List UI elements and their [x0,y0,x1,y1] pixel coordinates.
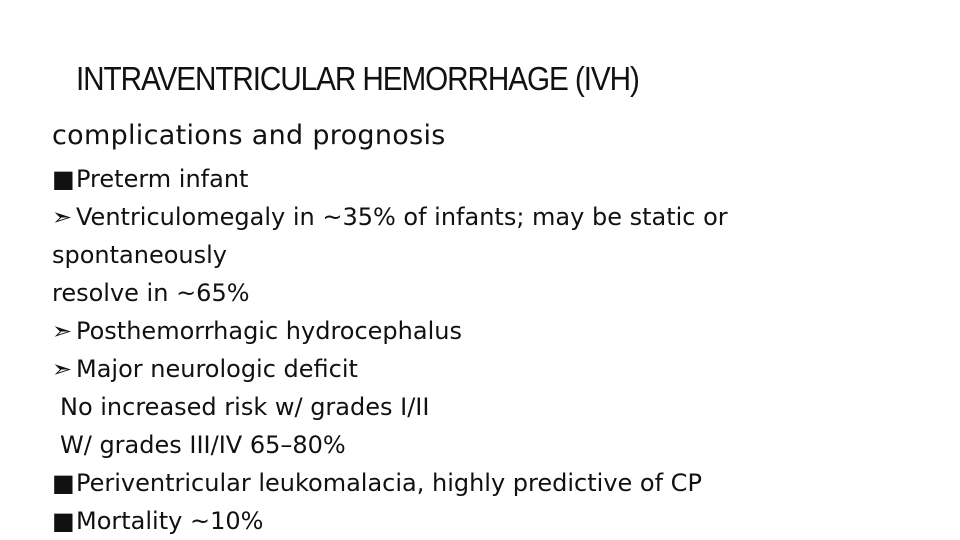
list-item [52,502,912,540]
arrow-bullet-icon: ➣ [52,317,73,345]
list-item-text: Posthemorrhagic hydrocephalus [76,317,462,345]
list-item-continuation [52,236,912,274]
slide-subtitle: complications and prognosis [52,120,446,151]
square-bullet-icon: ■ [52,469,75,497]
list-item [52,464,912,502]
arrow-bullet-icon: ➣ [52,203,73,231]
list-subitem [52,388,912,426]
list-item-text: W/ grades III/IV 65–80% [60,431,346,459]
list-item-text: Periventricular leukomalacia, highly predictive of CP [76,469,702,497]
list-item-text: resolve in ~65% [52,279,250,307]
list-item [52,350,912,388]
slide-body [52,160,912,540]
list-item [52,160,912,198]
list-item-text: No increased risk w/ grades I/II [60,393,430,421]
square-bullet-icon: ■ [52,507,75,535]
list-item [52,312,912,350]
arrow-bullet-icon: ➣ [52,355,73,383]
list-item [52,198,912,236]
slide-title: INTRAVENTRICULAR HEMORRHAGE (IVH) [76,60,639,97]
list-item-text: Major neurologic deficit [76,355,358,383]
list-item-text: spontaneously [52,241,227,269]
list-item-text: Ventriculomegaly in ~35% of infants; may be static or [76,203,728,231]
list-item-continuation [52,274,912,312]
list-item-text: Mortality ~10% [76,507,264,535]
list-subitem [52,426,912,464]
square-bullet-icon: ■ [52,165,75,193]
list-item-text: Preterm infant [76,165,249,193]
